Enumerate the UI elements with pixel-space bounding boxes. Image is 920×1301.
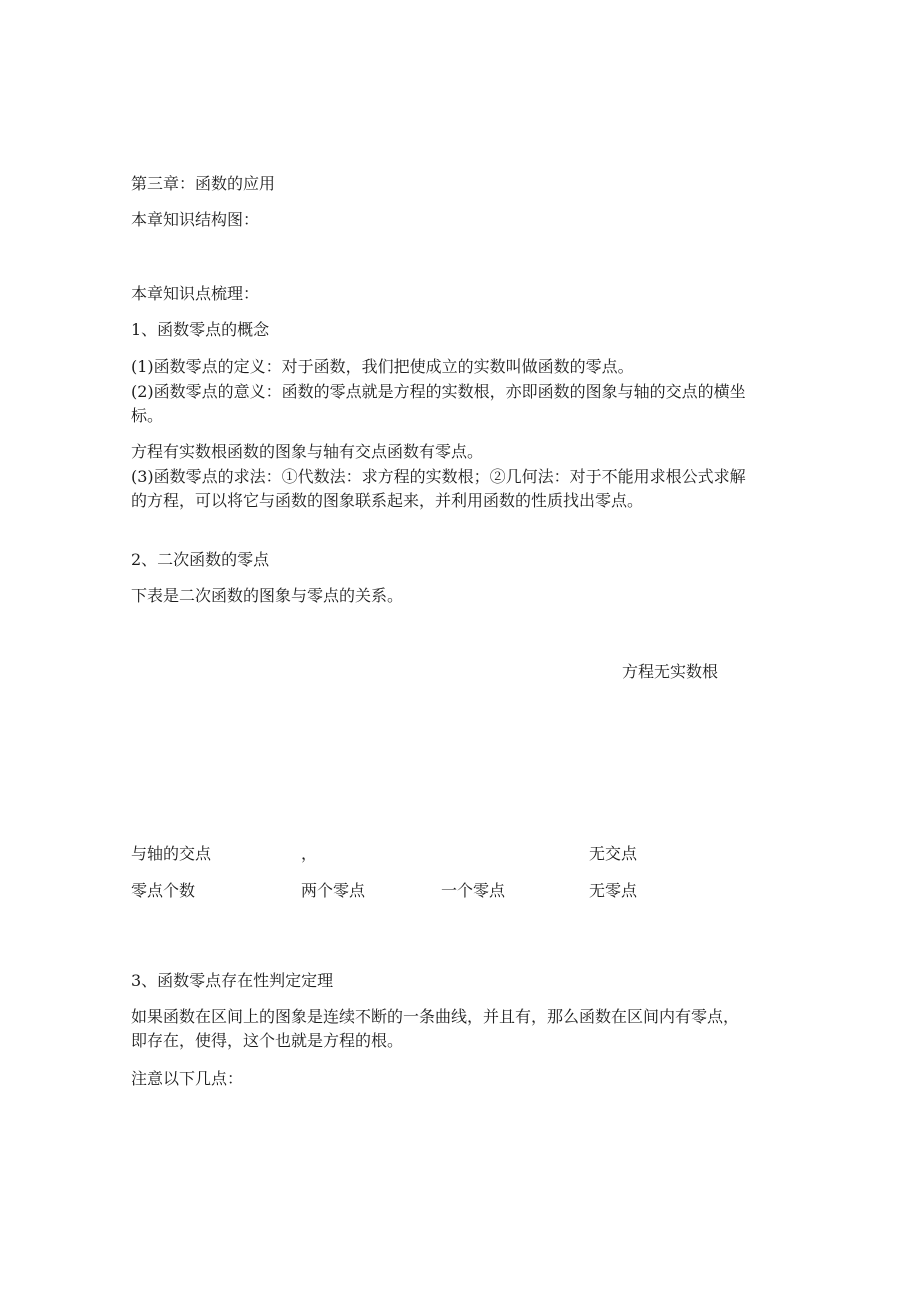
points-heading: 本章知识点梳理： [131, 284, 260, 303]
section-2-heading: 2、二次函数的零点 [131, 550, 270, 569]
section-1-item-2-line-2: 标。 [131, 406, 164, 425]
section-1-equivalence: 方程有实数根函数的图象与轴有交点函数有零点。 [131, 442, 484, 461]
section-3-heading: 3、函数零点存在性判定定理 [131, 971, 334, 990]
section-3-body-line-2: 即存在，使得，这个也就是方程的根。 [131, 1031, 404, 1050]
structure-heading: 本章知识结构图： [131, 210, 260, 229]
table-cell-no-root: 无交点 [589, 844, 638, 863]
table-cell-no-root: 无零点 [589, 881, 638, 900]
section-1-item-3-line-2: 的方程，可以将它与函数的图象联系起来，并利用函数的性质找出零点。 [131, 491, 644, 510]
table-cell-two-roots: 两个零点 [301, 881, 366, 900]
table-cell-two-roots: ， [301, 844, 318, 863]
section-3-body-line-1: 如果函数在区间上的图象是连续不断的一条曲线，并且有，那么函数在区间内有零点， [131, 1007, 740, 1026]
table-header-no-real-root: 方程无实数根 [622, 662, 719, 681]
section-1-heading: 1、函数零点的概念 [131, 320, 270, 339]
table-cell-label: 零点个数 [131, 881, 196, 900]
section-2-intro: 下表是二次函数的图象与零点的关系。 [131, 586, 404, 605]
section-1-item-3-line-1: (3)函数零点的求法：①代数法：求方程的实数根；②几何法：对于不能用求根公式求解 [131, 467, 746, 486]
section-1-item-2-line-1: (2)函数零点的意义：函数的零点就是方程的实数根，亦即函数的图象与轴的交点的横坐 [131, 382, 746, 401]
section-1-item-1: (1)函数零点的定义：对于函数，我们把使成立的实数叫做函数的零点。 [131, 357, 634, 376]
chapter-title: 第三章：函数的应用 [131, 174, 276, 193]
section-3-note: 注意以下几点： [131, 1069, 244, 1088]
table-cell-one-root: 一个零点 [441, 881, 506, 900]
table-cell-label: 与轴的交点 [131, 844, 212, 863]
